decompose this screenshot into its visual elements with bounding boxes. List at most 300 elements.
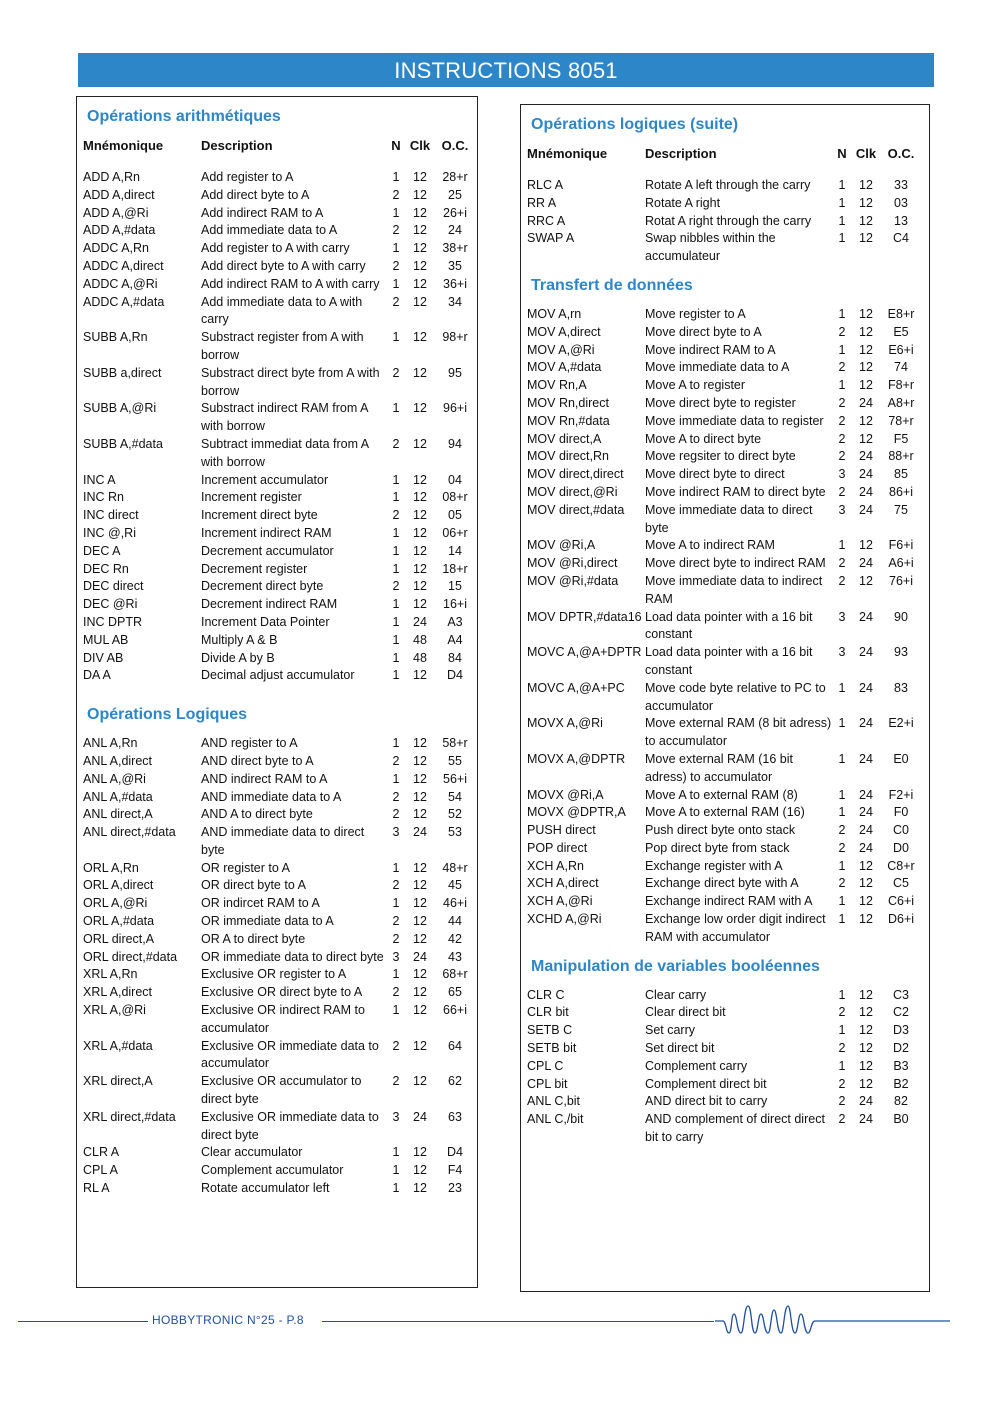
table-row xyxy=(83,1162,471,1180)
clock-cell: 12 xyxy=(413,579,427,594)
clock-cell: 12 xyxy=(859,912,873,927)
clock-cell: 12 xyxy=(859,324,873,339)
table-row xyxy=(83,632,471,650)
description-cell: AND complement of direct direct bit to carry xyxy=(645,1112,825,1145)
clock-cell: 24 xyxy=(859,449,873,464)
opcode-cell: 38+r xyxy=(442,241,468,256)
description-cell: AND immediate data to A xyxy=(201,789,342,804)
mnemonic-cell: MOV direct,A xyxy=(527,431,602,446)
table-row xyxy=(527,324,923,342)
description-cell: AND register to A xyxy=(201,736,298,751)
description-cell: Increment accumulator xyxy=(201,472,329,487)
opcode-cell: 53 xyxy=(448,825,462,840)
mnemonic-cell: ORL A,#data xyxy=(83,914,155,929)
section-title-arithmetic: Opérations arithmétiques xyxy=(87,108,281,125)
table-row xyxy=(83,187,471,205)
mnemonic-cell: ADD A,Rn xyxy=(83,170,140,184)
table-row xyxy=(83,877,471,895)
opcode-cell: D3 xyxy=(893,1023,909,1038)
table-row xyxy=(527,448,923,466)
size-cell: 2 xyxy=(392,187,400,202)
mnemonic-cell: XRL A,@Ri xyxy=(83,1003,146,1018)
opcode-cell: 15 xyxy=(448,579,462,594)
clock-cell: 12 xyxy=(413,170,427,184)
mnemonic-cell: ORL direct,A xyxy=(83,931,155,946)
table-row xyxy=(527,573,923,609)
description-cell: Add immediate data to A xyxy=(201,223,338,238)
mnemonic-cell: INC A xyxy=(83,472,116,487)
opcode-cell: C0 xyxy=(893,823,909,838)
clock-cell: 12 xyxy=(413,878,427,893)
table-row xyxy=(527,195,923,213)
table-row xyxy=(83,895,471,913)
boolean-table xyxy=(527,987,923,1147)
size-cell: 2 xyxy=(838,324,846,339)
opcode-cell: 56+i xyxy=(443,771,467,786)
table-row xyxy=(83,507,471,525)
arith-table xyxy=(83,169,471,685)
opcode-cell: C5 xyxy=(893,876,909,891)
description-cell: Swap nibbles within the accumulateur xyxy=(645,231,776,264)
description-cell: Move direct byte to direct xyxy=(645,467,785,482)
description-cell: Multiply A & B xyxy=(201,632,278,647)
clock-cell: 24 xyxy=(859,1112,873,1127)
table-row xyxy=(527,213,923,231)
description-cell: Exchange low order digit indirect RAM with accumulator xyxy=(645,912,826,944)
size-cell: 1 xyxy=(838,858,846,873)
clock-cell: 12 xyxy=(859,894,873,909)
description-cell: OR direct byte to A xyxy=(201,878,306,893)
right-panel xyxy=(520,104,930,1292)
mnemonic-cell: ADD A,#data xyxy=(83,223,156,238)
description-cell: Move A to register xyxy=(645,378,746,393)
mnemonic-cell: DEC Rn xyxy=(83,561,129,576)
clock-cell: 12 xyxy=(859,987,873,1002)
mnemonic-cell: SUBB a,direct xyxy=(83,365,162,380)
description-cell: Move external RAM (16 bit adress) to accumulator xyxy=(645,751,793,784)
clock-cell: 12 xyxy=(413,294,427,309)
clock-cell: 24 xyxy=(413,825,427,840)
size-cell: 2 xyxy=(392,914,400,929)
opcode-cell: C3 xyxy=(893,987,909,1002)
footer-rule-left xyxy=(18,1321,148,1322)
mnemonic-cell: CPL A xyxy=(83,1163,118,1178)
size-cell: 1 xyxy=(838,306,846,321)
description-cell: Set direct bit xyxy=(645,1041,715,1056)
mnemonic-cell: ANL A,Rn xyxy=(83,736,138,751)
description-cell: Add indirect RAM to A xyxy=(201,205,324,220)
table-row xyxy=(527,609,923,645)
size-cell: 1 xyxy=(392,736,400,751)
clock-cell: 12 xyxy=(413,860,427,875)
opcode-cell: E5 xyxy=(893,324,909,339)
size-cell: 1 xyxy=(838,805,846,820)
clock-cell: 12 xyxy=(413,241,427,256)
mnemonic-cell: SUBB A,@Ri xyxy=(83,401,157,416)
description-cell: Rotate A right xyxy=(645,195,721,210)
opcode-cell: 84 xyxy=(448,650,462,665)
opcode-cell: 36+i xyxy=(443,276,467,291)
description-cell: Move direct byte to indirect RAM xyxy=(645,556,826,571)
table-row xyxy=(527,502,923,538)
clock-cell: 12 xyxy=(413,668,427,683)
description-cell: Complement direct bit xyxy=(645,1076,767,1091)
mnemonic-cell: MOVX @Ri,A xyxy=(527,787,604,802)
description-cell: OR register to A xyxy=(201,860,290,875)
clock-cell: 12 xyxy=(413,258,427,273)
opcode-cell: B2 xyxy=(893,1076,909,1091)
size-cell: 1 xyxy=(392,525,400,540)
size-cell: 1 xyxy=(838,787,846,802)
opcode-cell: 83 xyxy=(894,680,908,695)
mnemonic-cell: ADDC A,direct xyxy=(83,258,164,273)
size-cell: 1 xyxy=(838,378,846,393)
description-cell: Exclusive OR indirect RAM to accumulator xyxy=(201,1003,365,1035)
size-cell: 2 xyxy=(392,258,400,273)
size-cell: 1 xyxy=(838,987,846,1002)
header-clk: Clk xyxy=(855,146,877,161)
description-cell: Rotate accumulator left xyxy=(201,1181,330,1196)
left-panel xyxy=(76,96,478,1288)
size-cell: 1 xyxy=(392,276,400,291)
clock-cell: 12 xyxy=(859,1023,873,1038)
opcode-cell: 58+r xyxy=(442,736,468,751)
clock-cell: 24 xyxy=(413,614,427,629)
size-cell: 1 xyxy=(392,632,400,647)
clock-cell: 12 xyxy=(413,472,427,487)
size-cell: 2 xyxy=(392,807,400,822)
opcode-cell: F4 xyxy=(447,1163,463,1178)
clock-cell: 12 xyxy=(413,365,427,380)
table-row xyxy=(527,431,923,449)
description-cell: AND direct byte to A xyxy=(201,753,314,768)
logic-table xyxy=(83,735,471,1198)
clock-cell: 12 xyxy=(413,525,427,540)
description-cell: Exchange direct byte with A xyxy=(645,876,799,891)
size-cell: 1 xyxy=(838,1058,846,1073)
size-cell: 2 xyxy=(392,365,400,380)
table-row xyxy=(83,949,471,967)
clock-cell: 12 xyxy=(859,360,873,375)
mnemonic-cell: SUBB A,#data xyxy=(83,436,163,451)
clock-cell: 12 xyxy=(859,195,873,210)
clock-cell: 12 xyxy=(413,543,427,558)
table-row xyxy=(527,875,923,893)
table-row xyxy=(83,753,471,771)
description-cell: Add immediate data to A with carry xyxy=(201,294,363,327)
table-row xyxy=(83,789,471,807)
description-cell: Rotate A left through the carry xyxy=(645,178,811,192)
opcode-cell: E2+i xyxy=(888,716,914,731)
opcode-cell: A3 xyxy=(447,614,463,629)
mnemonic-cell: MOV Rn,A xyxy=(527,378,587,393)
size-cell: 1 xyxy=(838,538,846,553)
clock-cell: 24 xyxy=(859,556,873,571)
table-row xyxy=(83,489,471,507)
mnemonic-cell: PUSH direct xyxy=(527,823,596,838)
size-cell: 2 xyxy=(392,878,400,893)
mnemonic-cell: CLR C xyxy=(527,987,565,1002)
clock-cell: 12 xyxy=(859,573,873,588)
description-cell: Set carry xyxy=(645,1023,696,1038)
mnemonic-cell: ANL C,/bit xyxy=(527,1112,584,1127)
clock-cell: 12 xyxy=(413,967,427,982)
clock-cell: 24 xyxy=(859,484,873,499)
description-cell: AND A to direct byte xyxy=(201,807,313,822)
opcode-cell: 28+r xyxy=(442,170,468,184)
opcode-cell: 96+i xyxy=(443,401,467,416)
table-row xyxy=(527,177,923,195)
clock-cell: 24 xyxy=(859,1094,873,1109)
table-row xyxy=(83,436,471,472)
description-cell: AND indirect RAM to A xyxy=(201,771,328,786)
clock-cell: 12 xyxy=(413,896,427,911)
clock-cell: 12 xyxy=(413,508,427,523)
size-cell: 1 xyxy=(838,716,846,731)
size-cell: 2 xyxy=(392,436,400,451)
table-row xyxy=(83,258,471,276)
table-row xyxy=(527,840,923,858)
clock-cell: 48 xyxy=(413,632,427,647)
mnemonic-cell: MOV A,@Ri xyxy=(527,342,595,357)
table-row xyxy=(527,822,923,840)
mnemonic-cell: ANL C,bit xyxy=(527,1094,581,1109)
size-cell: 1 xyxy=(392,330,400,345)
mnemonic-cell: CLR A xyxy=(83,1145,120,1160)
table-row xyxy=(527,1093,923,1111)
mnemonic-cell: ANL direct,#data xyxy=(83,825,176,840)
table-row xyxy=(83,525,471,543)
table-row xyxy=(83,966,471,984)
description-cell: Load data pointer with a 16 bit constant xyxy=(645,645,813,677)
opcode-cell: F8+r xyxy=(887,378,915,393)
mnemonic-cell: MOV A,rn xyxy=(527,306,582,321)
size-cell: 2 xyxy=(392,753,400,768)
table-row xyxy=(83,276,471,294)
table-row xyxy=(527,644,923,680)
clock-cell: 24 xyxy=(859,502,873,517)
description-cell: Move immediate data to direct byte xyxy=(645,502,813,535)
table-row xyxy=(83,984,471,1002)
table-row xyxy=(527,466,923,484)
description-cell: Decrement indirect RAM xyxy=(201,597,338,612)
mnemonic-cell: RLC A xyxy=(527,178,564,192)
opcode-cell: 45 xyxy=(448,878,462,893)
mnemonic-cell: MOV direct,@Ri xyxy=(527,484,618,499)
opcode-cell: 62 xyxy=(448,1074,462,1089)
opcode-cell: C2 xyxy=(893,1005,909,1020)
table-row xyxy=(83,771,471,789)
mnemonic-cell: MOV direct,#data xyxy=(527,502,625,517)
mnemonic-cell: XCHD A,@Ri xyxy=(527,912,602,927)
description-cell: OR immediate data to A xyxy=(201,914,334,929)
clock-cell: 24 xyxy=(859,680,873,695)
header-oc: O.C. xyxy=(887,146,915,161)
size-cell: 2 xyxy=(838,395,846,410)
size-cell: 1 xyxy=(392,543,400,558)
table-row xyxy=(83,860,471,878)
opcode-cell: 93 xyxy=(894,645,908,660)
header-n: N xyxy=(837,146,847,161)
mnemonic-cell: MOVC A,@A+DPTR xyxy=(527,645,642,660)
clock-cell: 12 xyxy=(859,1041,873,1056)
clock-cell: 12 xyxy=(413,223,427,238)
size-cell: 2 xyxy=(838,876,846,891)
description-cell: Decrement direct byte xyxy=(201,579,324,594)
opcode-cell: 90 xyxy=(894,609,908,624)
clock-cell: 12 xyxy=(413,490,427,505)
mnemonic-cell: DEC @Ri xyxy=(83,597,138,612)
clock-cell: 24 xyxy=(859,395,873,410)
table-row xyxy=(527,230,923,266)
size-cell: 1 xyxy=(838,1023,846,1038)
opcode-cell: 04 xyxy=(448,472,462,487)
description-cell: Move indirect RAM to A xyxy=(645,342,776,357)
opcode-cell: 95 xyxy=(448,365,462,380)
description-cell: Load data pointer with a 16 bit constant xyxy=(645,609,813,642)
clock-cell: 48 xyxy=(413,650,427,665)
description-cell: Move external RAM (8 bit adress) to accumulator xyxy=(645,716,832,749)
size-cell: 1 xyxy=(392,597,400,612)
description-cell: Move immediate data to register xyxy=(645,413,824,428)
mnemonic-cell: ADDC A,#data xyxy=(83,294,165,309)
description-cell: Clear accumulator xyxy=(201,1145,303,1160)
description-cell: Increment indirect RAM xyxy=(201,525,332,540)
table-row xyxy=(83,329,471,365)
opcode-cell: 68+r xyxy=(442,967,468,982)
mnemonic-cell: INC DPTR xyxy=(83,614,143,629)
logic-continued-table xyxy=(527,177,923,266)
clock-cell: 12 xyxy=(413,597,427,612)
size-cell: 2 xyxy=(392,789,400,804)
description-cell: Move direct byte to A xyxy=(645,324,762,339)
mnemonic-cell: MOV Rn,direct xyxy=(527,395,609,410)
size-cell: 2 xyxy=(838,823,846,838)
clock-cell: 12 xyxy=(413,1181,427,1196)
mnemonic-cell: MOVX A,@Ri xyxy=(527,716,603,731)
mnemonic-cell: ORL A,Rn xyxy=(83,860,139,875)
table-row xyxy=(83,806,471,824)
table-row xyxy=(83,667,471,685)
opcode-cell: 88+r xyxy=(888,449,914,464)
opcode-cell: 76+i xyxy=(889,573,913,588)
clock-cell: 24 xyxy=(859,751,873,766)
table-row xyxy=(83,1109,471,1145)
mnemonic-cell: CPL C xyxy=(527,1058,564,1073)
size-cell: 1 xyxy=(838,751,846,766)
clock-cell: 12 xyxy=(413,187,427,202)
section-title-logic-continued: Opérations logiques (suite) xyxy=(531,116,739,133)
description-cell: Move register to A xyxy=(645,306,746,321)
table-row xyxy=(527,1040,923,1058)
description-cell: Push direct byte onto stack xyxy=(645,823,796,838)
section-title-boolean: Manipulation de variables booléennes xyxy=(531,957,820,975)
clock-cell: 12 xyxy=(413,753,427,768)
table-row xyxy=(83,561,471,579)
opcode-cell: 55 xyxy=(448,753,462,768)
mnemonic-cell: XRL A,Rn xyxy=(83,967,138,982)
size-cell: 3 xyxy=(392,1109,400,1124)
size-cell: 2 xyxy=(838,431,846,446)
description-cell: Divide A by B xyxy=(201,650,275,665)
table-row xyxy=(527,911,923,947)
mnemonic-cell: RR A xyxy=(527,195,557,210)
clock-cell: 12 xyxy=(413,1003,427,1018)
opcode-cell: 43 xyxy=(448,949,462,964)
mnemonic-cell: ANL A,direct xyxy=(83,753,153,768)
size-cell: 2 xyxy=(838,556,846,571)
description-cell: Move A to indirect RAM xyxy=(645,538,775,553)
mnemonic-cell: MOV @Ri,direct xyxy=(527,556,618,571)
size-cell: 1 xyxy=(838,680,846,695)
transfer-table xyxy=(527,306,923,947)
clock-cell: 12 xyxy=(859,538,873,553)
size-cell: 1 xyxy=(392,668,400,683)
opcode-cell: E0 xyxy=(893,751,909,766)
table-row xyxy=(527,787,923,805)
opcode-cell: 08+r xyxy=(442,490,468,505)
opcode-cell: A6+i xyxy=(888,556,914,571)
size-cell: 1 xyxy=(838,195,846,210)
mnemonic-cell: XRL direct,A xyxy=(83,1074,153,1089)
clock-cell: 24 xyxy=(413,1109,427,1124)
table-row xyxy=(83,205,471,223)
table-row xyxy=(83,578,471,596)
clock-cell: 12 xyxy=(413,914,427,929)
table-header xyxy=(527,145,923,163)
size-cell: 2 xyxy=(392,985,400,1000)
clock-cell: 12 xyxy=(859,858,873,873)
mnemonic-cell: SWAP A xyxy=(527,231,575,246)
clock-cell: 12 xyxy=(413,771,427,786)
size-cell: 1 xyxy=(392,561,400,576)
table-row xyxy=(527,413,923,431)
table-row xyxy=(83,1180,471,1198)
table-row xyxy=(83,614,471,632)
mnemonic-cell: ANL direct,A xyxy=(83,807,153,822)
size-cell: 1 xyxy=(838,894,846,909)
mnemonic-cell: ADDC A,Rn xyxy=(83,241,149,256)
table-row xyxy=(527,680,923,716)
opcode-cell: 54 xyxy=(448,789,462,804)
opcode-cell: 24 xyxy=(448,223,462,238)
mnemonic-cell: ANL A,@Ri xyxy=(83,771,146,786)
table-row xyxy=(83,365,471,401)
clock-cell: 24 xyxy=(859,823,873,838)
description-cell: Increment Data Pointer xyxy=(201,614,330,629)
opcode-cell: 48+r xyxy=(442,860,468,875)
mnemonic-cell: CPL bit xyxy=(527,1076,568,1091)
size-cell: 1 xyxy=(392,967,400,982)
description-cell: Decrement register xyxy=(201,561,308,576)
description-cell: OR A to direct byte xyxy=(201,931,306,946)
table-row xyxy=(83,222,471,240)
size-cell: 3 xyxy=(838,467,846,482)
table-header xyxy=(83,137,471,155)
size-cell: 1 xyxy=(392,1163,400,1178)
section-title-transfer: Transfert de données xyxy=(531,276,693,294)
header-n: N xyxy=(391,138,401,153)
size-cell: 2 xyxy=(838,1005,846,1020)
table-row xyxy=(527,1058,923,1076)
mnemonic-cell: ORL A,direct xyxy=(83,878,154,893)
opcode-cell: 94 xyxy=(448,436,462,451)
clock-cell: 12 xyxy=(413,205,427,220)
clock-cell: 12 xyxy=(413,1074,427,1089)
clock-cell: 12 xyxy=(413,985,427,1000)
description-cell: Exchange indirect RAM with A xyxy=(645,894,813,909)
table-row xyxy=(527,359,923,377)
